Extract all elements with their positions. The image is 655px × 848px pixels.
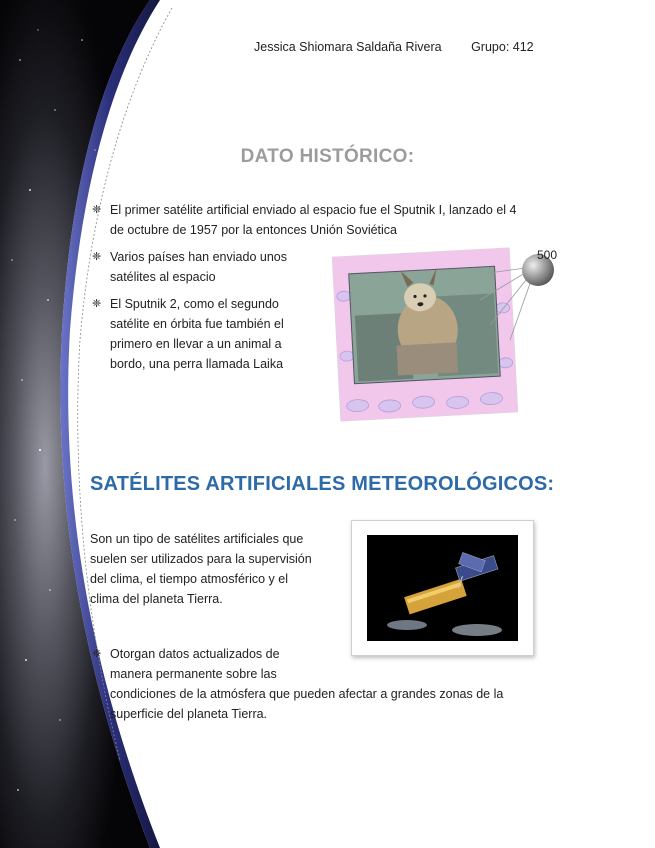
- page-header: [254, 40, 534, 54]
- intro-paragraph: Son un tipo de satélites artificiales que suelen ser utilizados para la supervisión del clima, el tiempo atmosférico y el clima del planeta Tierra.: [90, 532, 312, 606]
- section-title-meteorological: SATÉLITES ARTIFICIALES METEOROLÓGICOS:: [90, 473, 555, 495]
- list-item: ❈ El Sputnik 2, como el segundo satélite en órbita fue también el primero en llevar a un animal a bordo, una perra llamada Laika: [110, 294, 284, 374]
- satellite-bullet-icon: ❈: [92, 204, 102, 216]
- group-number: Grupo: 412: [471, 40, 534, 54]
- sputnik-label: 500: [537, 248, 558, 262]
- list-item: ❈ El primer satélite artificial enviado al espacio fue el Sputnik I, lanzado el 4 de octubre de 1957 por la entonces Unión Soviética: [110, 200, 516, 240]
- weather-satellite-photo: [351, 520, 534, 656]
- list-item: ❈ Otorgan datos actualizados de manera permanente sobre las condiciones de la atmósfera que pueden afectar a grandes zonas de la superficie del planeta Tierra.: [110, 644, 503, 724]
- satellite-bullet-icon: ❈: [92, 251, 102, 263]
- section-title-historical: DATO HISTÓRICO:: [240, 146, 415, 167]
- satellite-bullet-icon: ❈: [92, 298, 102, 310]
- author-name: Jessica Shiomara Saldaña Rivera: [254, 40, 442, 54]
- list-item: ❈ Varios países han enviado unos satélites al espacio: [110, 247, 287, 287]
- sun-bullet-icon: ❈: [92, 648, 102, 660]
